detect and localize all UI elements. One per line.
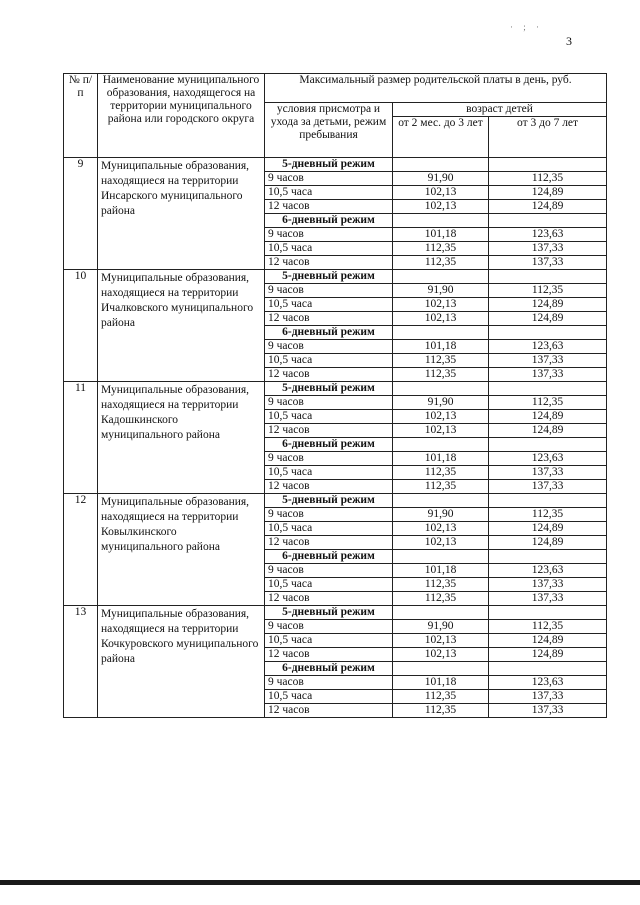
fee-age-3y-7y: 112,35 bbox=[489, 396, 607, 410]
fee-age-3y-7y: 112,35 bbox=[489, 284, 607, 298]
empty-cell bbox=[489, 494, 607, 508]
empty-cell bbox=[393, 382, 489, 396]
fee-age-3y-7y: 137,33 bbox=[489, 242, 607, 256]
municipality-name: Муниципальные образования, находящиеся на территории Кочкуровского муниципального района bbox=[98, 606, 265, 718]
condition-cell: 10,5 часа bbox=[265, 410, 393, 424]
empty-cell bbox=[489, 326, 607, 340]
fee-age-2m-3y: 102,13 bbox=[393, 648, 489, 662]
parental-fee-table bbox=[63, 73, 607, 718]
row-number: 9 bbox=[64, 158, 98, 270]
fee-age-3y-7y: 137,33 bbox=[489, 466, 607, 480]
regime-label: 5-дневный режим bbox=[265, 270, 393, 284]
condition-cell: 9 часов bbox=[265, 508, 393, 522]
empty-cell bbox=[489, 662, 607, 676]
fee-age-2m-3y: 112,35 bbox=[393, 690, 489, 704]
municipality-name: Муниципальные образования, находящиеся на территории Инсарского муниципального района bbox=[98, 158, 265, 270]
fee-age-2m-3y: 112,35 bbox=[393, 242, 489, 256]
fee-age-2m-3y: 102,13 bbox=[393, 410, 489, 424]
scan-border bbox=[0, 880, 640, 885]
fee-age-2m-3y: 112,35 bbox=[393, 578, 489, 592]
condition-cell: 10,5 часа bbox=[265, 242, 393, 256]
fee-age-3y-7y: 124,89 bbox=[489, 298, 607, 312]
page-number: 3 bbox=[566, 34, 572, 48]
fee-age-2m-3y: 102,13 bbox=[393, 298, 489, 312]
condition-cell: 12 часов bbox=[265, 592, 393, 606]
regime-label: 5-дневный режим bbox=[265, 382, 393, 396]
empty-cell bbox=[393, 158, 489, 172]
fee-age-2m-3y: 101,18 bbox=[393, 564, 489, 578]
empty-cell bbox=[393, 326, 489, 340]
regime-label: 5-дневный режим bbox=[265, 494, 393, 508]
condition-cell: 12 часов bbox=[265, 368, 393, 382]
fee-age-3y-7y: 124,89 bbox=[489, 410, 607, 424]
row-number: 10 bbox=[64, 270, 98, 382]
header-max-fee: Максимальный размер родительской платы в день, руб. bbox=[265, 74, 607, 103]
municipality-name: Муниципальные образования, находящиеся на территории Ичалковского муниципального района bbox=[98, 270, 265, 382]
fee-age-2m-3y: 112,35 bbox=[393, 368, 489, 382]
fee-age-3y-7y: 124,89 bbox=[489, 312, 607, 326]
header-age: возраст детей bbox=[393, 103, 607, 117]
condition-cell: 9 часов bbox=[265, 620, 393, 634]
fee-age-2m-3y: 112,35 bbox=[393, 256, 489, 270]
fee-age-3y-7y: 123,63 bbox=[489, 228, 607, 242]
empty-cell bbox=[489, 550, 607, 564]
empty-cell bbox=[489, 158, 607, 172]
empty-cell bbox=[393, 606, 489, 620]
fee-age-2m-3y: 102,13 bbox=[393, 424, 489, 438]
condition-cell: 12 часов bbox=[265, 312, 393, 326]
empty-cell bbox=[489, 606, 607, 620]
fee-age-3y-7y: 123,63 bbox=[489, 452, 607, 466]
table-body bbox=[64, 158, 607, 718]
row-number: 11 bbox=[64, 382, 98, 494]
fee-age-2m-3y: 101,18 bbox=[393, 228, 489, 242]
fee-age-2m-3y: 102,13 bbox=[393, 186, 489, 200]
condition-cell: 9 часов bbox=[265, 284, 393, 298]
condition-cell: 9 часов bbox=[265, 340, 393, 354]
fee-age-3y-7y: 137,33 bbox=[489, 578, 607, 592]
fee-age-3y-7y: 137,33 bbox=[489, 368, 607, 382]
fee-age-2m-3y: 91,90 bbox=[393, 508, 489, 522]
regime-label: 6-дневный режим bbox=[265, 214, 393, 228]
condition-cell: 10,5 часа bbox=[265, 186, 393, 200]
fee-age-3y-7y: 137,33 bbox=[489, 704, 607, 718]
condition-cell: 10,5 часа bbox=[265, 690, 393, 704]
fee-age-3y-7y: 137,33 bbox=[489, 690, 607, 704]
header-age-3y-7y: от 3 до 7 лет bbox=[489, 117, 607, 158]
empty-cell bbox=[489, 214, 607, 228]
fee-age-2m-3y: 91,90 bbox=[393, 172, 489, 186]
header-age-2m-3y: от 2 мес. до 3 лет bbox=[393, 117, 489, 158]
regime-label: 6-дневный режим bbox=[265, 326, 393, 340]
fee-age-2m-3y: 102,13 bbox=[393, 634, 489, 648]
table-row bbox=[64, 382, 607, 396]
fee-age-3y-7y: 124,89 bbox=[489, 186, 607, 200]
condition-cell: 9 часов bbox=[265, 676, 393, 690]
fee-age-3y-7y: 137,33 bbox=[489, 592, 607, 606]
table-row bbox=[64, 270, 607, 284]
fee-age-2m-3y: 102,13 bbox=[393, 522, 489, 536]
table-row bbox=[64, 606, 607, 620]
fee-age-2m-3y: 102,13 bbox=[393, 200, 489, 214]
condition-cell: 10,5 часа bbox=[265, 522, 393, 536]
condition-cell: 12 часов bbox=[265, 648, 393, 662]
empty-cell bbox=[393, 270, 489, 284]
condition-cell: 12 часов bbox=[265, 200, 393, 214]
fee-age-3y-7y: 124,89 bbox=[489, 648, 607, 662]
regime-label: 6-дневный режим bbox=[265, 438, 393, 452]
condition-cell: 12 часов bbox=[265, 256, 393, 270]
municipality-name: Муниципальные образования, находящиеся на территории Ковылкинского муниципального района bbox=[98, 494, 265, 606]
fee-age-2m-3y: 91,90 bbox=[393, 620, 489, 634]
fee-age-2m-3y: 112,35 bbox=[393, 480, 489, 494]
regime-label: 5-дневный режим bbox=[265, 606, 393, 620]
fee-age-3y-7y: 112,35 bbox=[489, 620, 607, 634]
condition-cell: 10,5 часа bbox=[265, 466, 393, 480]
fee-age-2m-3y: 112,35 bbox=[393, 592, 489, 606]
condition-cell: 9 часов bbox=[265, 452, 393, 466]
fee-age-2m-3y: 102,13 bbox=[393, 536, 489, 550]
row-number: 12 bbox=[64, 494, 98, 606]
condition-cell: 12 часов bbox=[265, 480, 393, 494]
condition-cell: 10,5 часа bbox=[265, 578, 393, 592]
scan-marks: · ; · bbox=[510, 22, 543, 32]
empty-cell bbox=[393, 214, 489, 228]
fee-age-3y-7y: 112,35 bbox=[489, 508, 607, 522]
table-header bbox=[64, 74, 607, 158]
header-name: Наименование муниципального образования, находящегося на территории муниципального района или городского округа bbox=[98, 74, 265, 158]
condition-cell: 12 часов bbox=[265, 424, 393, 438]
fee-age-2m-3y: 101,18 bbox=[393, 676, 489, 690]
condition-cell: 9 часов bbox=[265, 396, 393, 410]
fee-age-3y-7y: 124,89 bbox=[489, 536, 607, 550]
condition-cell: 12 часов bbox=[265, 536, 393, 550]
condition-cell: 9 часов bbox=[265, 172, 393, 186]
empty-cell bbox=[393, 662, 489, 676]
fee-age-2m-3y: 112,35 bbox=[393, 704, 489, 718]
empty-cell bbox=[489, 270, 607, 284]
fee-age-2m-3y: 101,18 bbox=[393, 340, 489, 354]
fee-age-2m-3y: 112,35 bbox=[393, 466, 489, 480]
header-no: № п/п bbox=[64, 74, 98, 158]
empty-cell bbox=[393, 494, 489, 508]
empty-cell bbox=[393, 550, 489, 564]
header-conditions: условия присмотра и ухода за детьми, режим пребывания bbox=[265, 103, 393, 158]
row-number: 13 bbox=[64, 606, 98, 718]
fee-age-2m-3y: 102,13 bbox=[393, 312, 489, 326]
condition-cell: 12 часов bbox=[265, 704, 393, 718]
fee-age-2m-3y: 101,18 bbox=[393, 452, 489, 466]
condition-cell: 10,5 часа bbox=[265, 298, 393, 312]
fee-age-2m-3y: 91,90 bbox=[393, 396, 489, 410]
regime-label: 5-дневный режим bbox=[265, 158, 393, 172]
empty-cell bbox=[489, 382, 607, 396]
table-row bbox=[64, 158, 607, 172]
fee-age-3y-7y: 123,63 bbox=[489, 564, 607, 578]
empty-cell bbox=[393, 438, 489, 452]
fee-age-3y-7y: 137,33 bbox=[489, 480, 607, 494]
fee-age-3y-7y: 123,63 bbox=[489, 676, 607, 690]
fee-age-3y-7y: 124,89 bbox=[489, 200, 607, 214]
table-row bbox=[64, 494, 607, 508]
fee-age-2m-3y: 91,90 bbox=[393, 284, 489, 298]
municipality-name: Муниципальные образования, находящиеся на территории Кадошкинского муниципального района bbox=[98, 382, 265, 494]
regime-label: 6-дневный режим bbox=[265, 550, 393, 564]
fee-age-3y-7y: 124,89 bbox=[489, 634, 607, 648]
fee-age-3y-7y: 123,63 bbox=[489, 340, 607, 354]
fee-age-3y-7y: 112,35 bbox=[489, 172, 607, 186]
condition-cell: 10,5 часа bbox=[265, 354, 393, 368]
empty-cell bbox=[489, 438, 607, 452]
fee-age-3y-7y: 137,33 bbox=[489, 354, 607, 368]
fee-age-3y-7y: 124,89 bbox=[489, 424, 607, 438]
fee-age-3y-7y: 137,33 bbox=[489, 256, 607, 270]
condition-cell: 9 часов bbox=[265, 564, 393, 578]
condition-cell: 9 часов bbox=[265, 228, 393, 242]
fee-age-3y-7y: 124,89 bbox=[489, 522, 607, 536]
fee-age-2m-3y: 112,35 bbox=[393, 354, 489, 368]
condition-cell: 10,5 часа bbox=[265, 634, 393, 648]
regime-label: 6-дневный режим bbox=[265, 662, 393, 676]
